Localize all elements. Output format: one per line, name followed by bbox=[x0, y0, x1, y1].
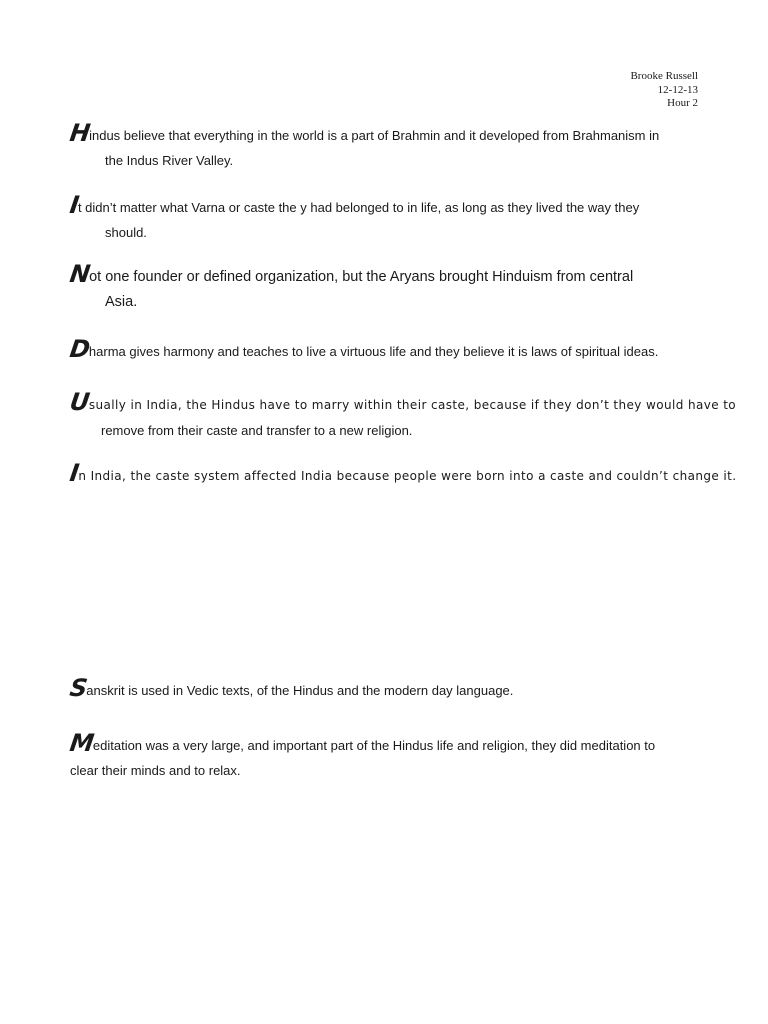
paragraph-s bbox=[68, 674, 700, 703]
paragraph-text: anskrit is used in Vedic texts, of the Hindus and the modern day language. bbox=[86, 683, 514, 698]
drop-cap: S bbox=[68, 674, 90, 702]
paragraph-continuation: clear their minds and to relax. bbox=[70, 763, 241, 778]
drop-cap: M bbox=[68, 729, 96, 757]
paragraph-u bbox=[68, 388, 737, 443]
paragraph-continuation: Asia. bbox=[105, 294, 138, 310]
paragraph-continuation: the Indus River Valley. bbox=[105, 153, 234, 168]
document-header bbox=[630, 70, 698, 111]
paragraph-text: sually in India, the Hindus have to marry within their caste, because if they don’t they would have to bbox=[88, 398, 737, 412]
document-date: 12-12-13 bbox=[657, 83, 698, 96]
class-hour: Hour 2 bbox=[667, 97, 698, 109]
paragraph-n bbox=[68, 260, 700, 315]
drop-cap: H bbox=[68, 119, 93, 147]
drop-cap: I bbox=[68, 191, 81, 219]
drop-cap: U bbox=[68, 388, 92, 416]
paragraph-text: editation was a very large, and important part of the Hindus life and religion, they did meditation to bbox=[92, 738, 656, 753]
author-name: Brooke Russell bbox=[630, 70, 698, 82]
paragraph-i-india bbox=[68, 459, 737, 489]
paragraph-d bbox=[68, 335, 700, 364]
drop-cap: I bbox=[68, 459, 82, 487]
paragraph-text: t didn’t matter what Varna or caste the y had belonged to in life, as long as they lived the way they bbox=[77, 200, 640, 215]
paragraph-continuation: remove from their caste and transfer to a new religion. bbox=[101, 423, 413, 438]
paragraph-i bbox=[68, 191, 700, 245]
paragraph-text: ot one founder or defined organization, but the Aryans brought Hinduism from central bbox=[89, 269, 634, 285]
drop-cap: D bbox=[68, 335, 92, 363]
paragraph-m bbox=[68, 729, 700, 783]
paragraph-h bbox=[68, 119, 700, 173]
paragraph-continuation: should. bbox=[105, 225, 147, 240]
paragraph-text: n India, the caste system affected India because people were born into a caste and couldn’t change it. bbox=[78, 469, 737, 483]
paragraph-text: harma gives harmony and teaches to live a virtuous life and they believe it is laws of spiritual ideas. bbox=[88, 344, 659, 359]
paragraph-text: indus believe that everything in the world is a part of Brahmin and it developed from Brahmanism in bbox=[89, 128, 660, 143]
drop-cap: N bbox=[68, 260, 93, 288]
